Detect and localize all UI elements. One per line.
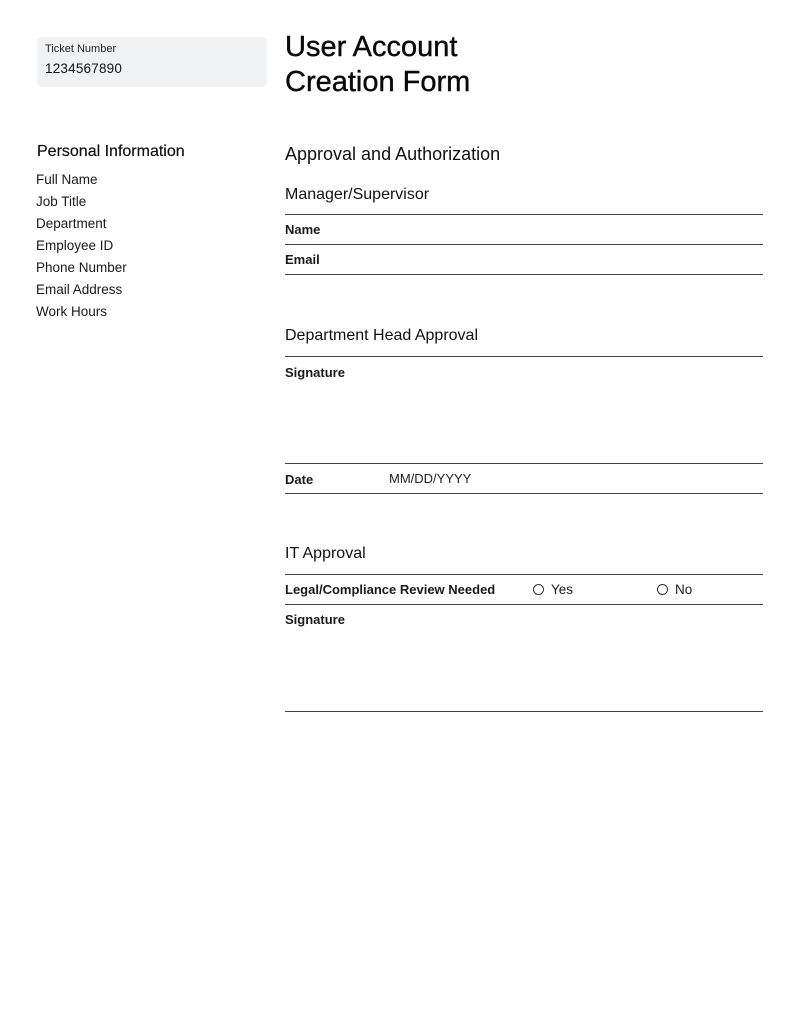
page-title — [285, 30, 585, 100]
divider — [285, 711, 763, 712]
legal-review-yes-radio[interactable] — [533, 582, 657, 597]
radio-no-label: No — [675, 582, 693, 597]
approval-section — [285, 142, 763, 712]
field-employee-id[interactable]: Employee ID — [36, 238, 114, 253]
it-approval-heading: IT Approval — [285, 545, 366, 562]
radio-circle-icon[interactable] — [657, 584, 668, 595]
it-signature-label: Signature — [285, 612, 345, 627]
page-title-line-2: Creation Form — [285, 66, 471, 98]
personal-information-heading: Personal Information — [37, 143, 185, 160]
approval-heading: Approval and Authorization — [285, 144, 501, 164]
department-head-heading: Department Head Approval — [285, 327, 478, 344]
ticket-number-value: 1234567890 — [45, 61, 123, 76]
field-job-title[interactable]: Job Title — [36, 194, 87, 209]
field-phone-number[interactable]: Phone Number — [36, 260, 127, 275]
department-head-date-field[interactable] — [285, 464, 763, 493]
radio-yes-label: Yes — [551, 582, 574, 597]
department-head-signature-label: Signature — [285, 365, 345, 380]
manager-email-field[interactable] — [285, 245, 763, 274]
field-full-name[interactable]: Full Name — [36, 172, 98, 187]
manager-name-field[interactable] — [285, 215, 763, 244]
page-title-line-1: User Account — [285, 31, 458, 63]
ticket-number-box — [37, 37, 267, 87]
manager-name-label: Name — [285, 222, 321, 237]
ticket-number-label: Ticket Number — [45, 43, 117, 55]
personal-information-section — [36, 143, 256, 323]
department-head-signature-field[interactable] — [285, 357, 763, 463]
legal-review-label: Legal/Compliance Review Needed — [285, 582, 496, 597]
field-department[interactable]: Department — [36, 216, 107, 231]
manager-heading: Manager/Supervisor — [285, 186, 430, 203]
it-signature-field[interactable] — [285, 605, 763, 711]
legal-review-no-radio[interactable] — [657, 582, 692, 597]
manager-email-label: Email — [285, 252, 320, 267]
field-email-address[interactable]: Email Address — [36, 282, 123, 297]
date-placeholder: MM/DD/YYYY — [389, 471, 472, 486]
radio-circle-icon[interactable] — [533, 584, 544, 595]
field-work-hours[interactable]: Work Hours — [36, 304, 108, 319]
legal-review-field — [285, 575, 763, 604]
department-head-date-label: Date — [285, 471, 314, 487]
